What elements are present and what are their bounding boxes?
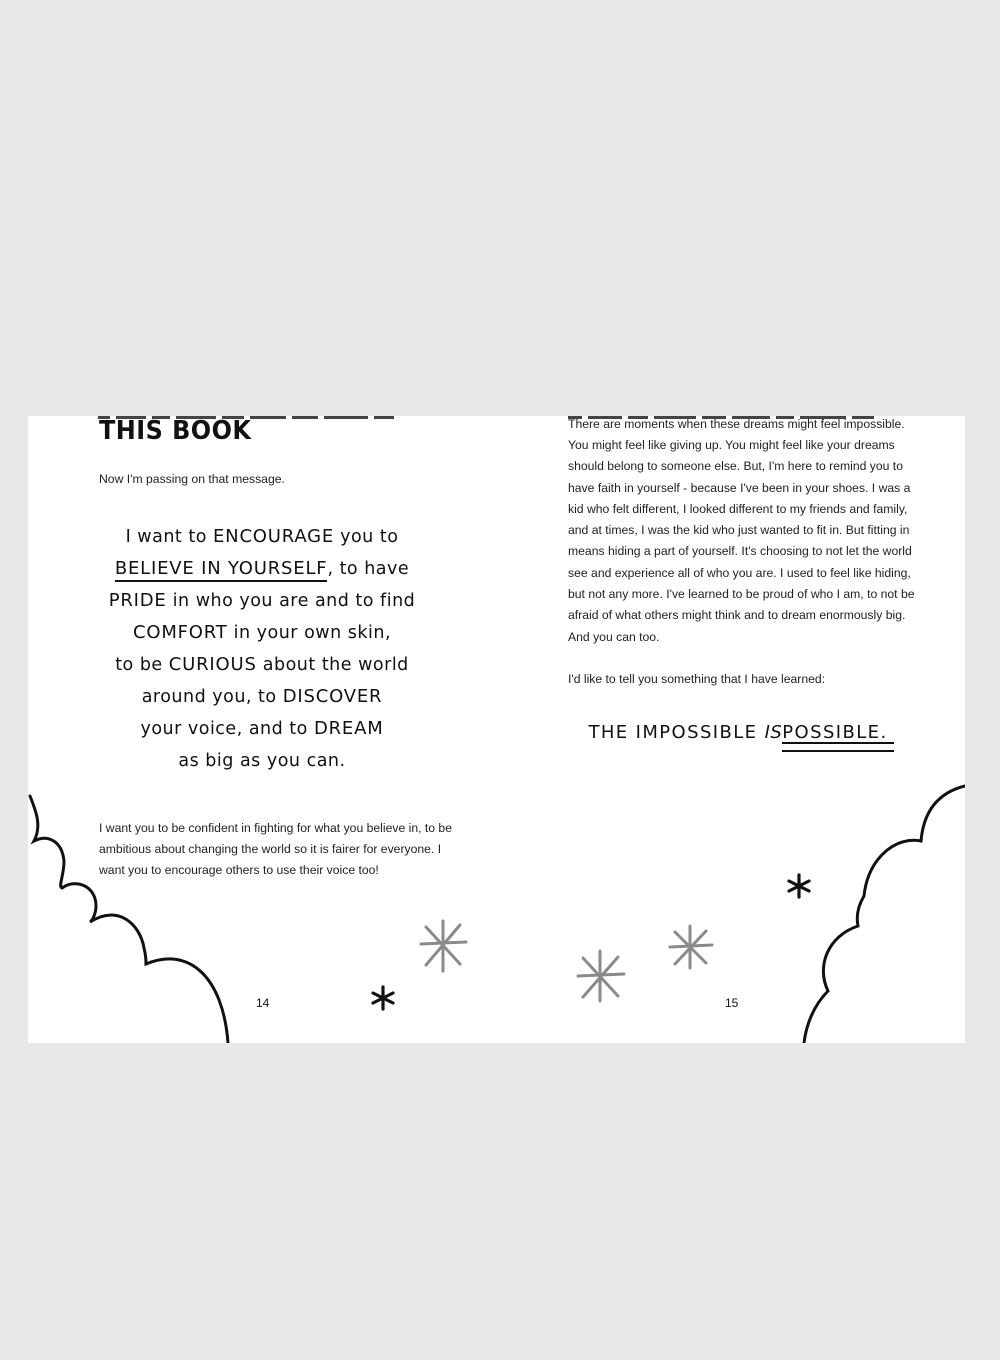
quote-line: PRIDE in who you are and to find <box>108 590 416 611</box>
sparkle-grey <box>421 921 466 971</box>
paragraph-line: see and experience all of who you are. I used to feel like hiding, <box>568 566 911 580</box>
lead-in-text: I'd like to tell you something that I have learned: <box>568 672 826 686</box>
paragraph-line: have faith in yourself - because I've been in your shoes. I was a <box>568 481 911 495</box>
paragraph-line: but not any more. I've learned to be proud of who I am, to not be <box>568 587 915 601</box>
quote-line: BELIEVE IN YOURSELF, to have <box>98 553 426 585</box>
quote-line: to be CURIOUS about the world <box>115 654 409 675</box>
paragraph-line: should belong to someone else. But, I'm here to remind you to <box>568 459 903 473</box>
closing-line: I want you to be confident in fighting for what you believe in, to be <box>99 821 452 835</box>
intro-text: Now I'm passing on that message. <box>99 472 285 486</box>
page-number-right: 15 <box>725 996 739 1010</box>
paragraph-line: You might feel like giving up. You might feel like your dreams <box>568 438 895 452</box>
page-number-left: 14 <box>256 996 270 1010</box>
asterisk-black <box>373 987 393 1009</box>
quote-line: around you, to DISCOVER <box>141 686 383 707</box>
paragraph-line: afraid of what others might think and to dream enormously big. <box>568 608 906 622</box>
asterisk-black <box>789 875 809 897</box>
quote-line: as big as you can. <box>178 751 346 771</box>
quote-line: COMFORT in your own skin, <box>132 622 392 643</box>
book-spread <box>28 416 965 1043</box>
paragraph-line: And you can too. <box>568 630 660 644</box>
paragraph-line: kid who felt different, I looked different to my friends and family, <box>568 502 908 516</box>
quote-line: I want to ENCOURAGE you to <box>125 526 399 547</box>
tagline: THE IMPOSSIBLE ISPOSSIBLE. <box>588 722 888 743</box>
paragraph-line: There are moments when these dreams might feel impossible. <box>568 417 905 431</box>
encouragement-quote <box>98 521 426 777</box>
paragraph-line: means hiding a part of yourself. It's choosing to not let the world <box>568 544 912 558</box>
page-heading: THIS BOOK <box>99 416 252 446</box>
sparkle-grey <box>670 926 712 968</box>
tagline-underline: POSSIBLE <box>782 722 881 743</box>
quote-line: your voice, and to DREAM <box>140 718 384 739</box>
closing-line: want you to encourage others to use their voice too! <box>99 863 379 877</box>
closing-line: ambitious about changing the world so it is fairer for everyone. I <box>99 842 442 856</box>
sparkle-grey <box>578 951 624 1001</box>
paragraph-line: and at times, I was the kid who just wanted to fit in. But fitting in <box>568 523 910 537</box>
cloud-outline-right <box>804 786 965 1043</box>
